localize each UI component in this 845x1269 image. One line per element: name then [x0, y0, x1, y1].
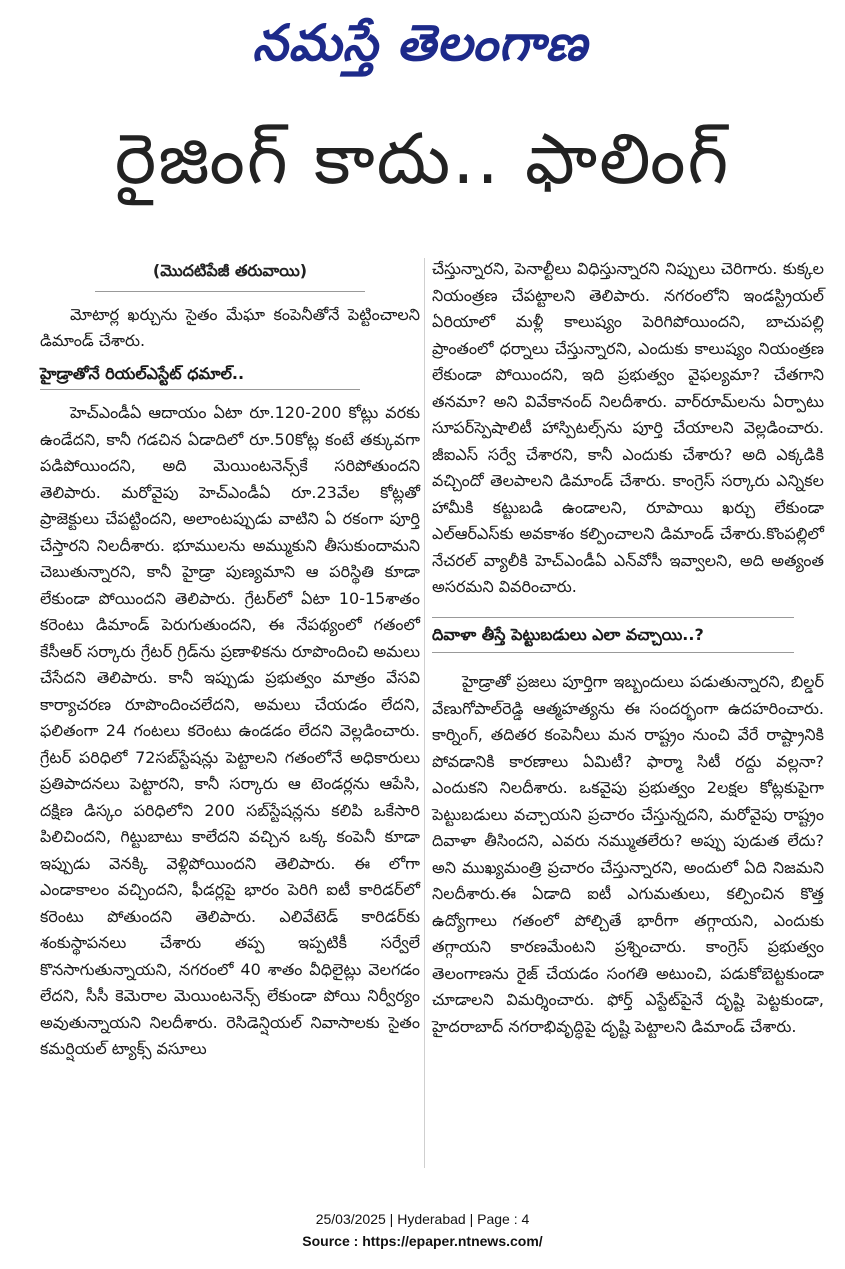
footer-source-link[interactable]: Source : https://epaper.ntnews.com/	[302, 1233, 543, 1249]
headline: రైజింగ్ కాదు.. ఫాలింగ్	[114, 118, 731, 200]
right-body-paragraph-2: హైడ్రాతో ప్రజలు పూర్తిగా ఇబ్బందులు పడుతున్నారని, బిల్డర్ వేణుగోపాల్‌రెడ్డి ఆత్మహత్యను ఈ సందర్భంగా ఉదహరించారు. కార్నింగ్, తదితర కంపెనీలు మన రాష్ట్రం నుంచి వేరే రాష్ట్రానికి పోవడానికి కారణాలు ఏమిటీ? ఫార్మా సిటీ రద్దు వల్లనా? ఎందుకని నిలదీశారు. ఒకవైపు ప్రభుత్వం 2లక్షల కోట్లకుపైగా పెట్టుబడులు వచ్చాయని ప్రచారం చేస్తున్నదని, మరోవైపు రాష్ట్రం దివాళా తీసిందని, ఎవరు నమ్ముతలేరు? అప్పు పుడుత లేదు? అని ముఖ్యమంత్రి ప్రచారం చేస్తున్నారని, అందులో ఏది నిజమని నిలదీశారు.ఈ ఏడాది ఐటీ ఎగుమతులు, కల్పించిన కొత్త ఉద్యోగాలు గతంలో పోల్చితే భారీగా తగ్గాయని, ఎందుకు తగ్గాయని కారణమేంటని ప్రశ్నించారు. కాంగ్రెస్ ప్రభుత్వం తెలంగాణను రైజ్ చేయడం సంగతి అటుంచి, పడుకోబెట్టకుండా చూడాలని విమర్శించారు. ఫోర్త్ ఎస్టేట్‌పైనే దృష్టి పెట్టకుండా, హైదరాబాద్ నగరాభివృద్ధిపై దృష్టి పెట్టాలని డిమాండ్ చేశారు.	[432, 672, 824, 1036]
newspaper-logo: నమస్తే తెలంగాణ	[252, 14, 588, 72]
intro-paragraph: మోటార్ల ఖర్చును సైతం మేఘా కంపెనీతోనే పెట్టించాలని డిమాండ్ చేశారు.	[40, 304, 420, 350]
section-heading-right: దివాళా తీస్తే పెట్టుబడులు ఎలా వచ్చాయి..?	[432, 617, 794, 654]
continuation-label: (మొదటిపేజీ తరువాయి)	[95, 258, 365, 292]
right-column	[432, 256, 824, 1040]
right-body-paragraph-1: చేస్తున్నారని, పెనాల్టీలు విధిస్తున్నారని నిప్పులు చెరిగారు. కుక్కల నియంత్రణ చేపట్టాలని తెలిపారు. నగరంలోని ఇండస్ట్రియల్ ఏరియాలో మళ్లీ కాలుష్యం పెరిగిపోయిందని, బాచుపల్లి ప్రాంతంలో ధర్నాలు చేస్తున్నారని, ఎందుకు కాలుష్యం నియంత్రణ లేకుండా పోయిందని, ఇది ప్రభుత్వం వైఫల్యమా? చేతగాని తనమా? అని వివేకానంద్ నిలదీశారు. వార్‌రూమ్‌లను ఏర్పాటు సూపర్‌స్పెషాలిటీ హాస్పిటల్స్‌ను పూర్తి చేయాలని వెల్లడించారు. జీఐఎస్ సర్వే చేశారని, కానీ ఎందుకు చేశారు? అది ఎక్కడికి వచ్చిందో తెలపాలని డిమాండ్ చేశారు. కాంగ్రెస్ సర్కారు ఎన్నికల హామీకి కట్టుబడి ఉండాలని, రూపాయి ఖర్చు లేకుండా ఎల్ఆర్ఎస్‌కు అవకాశం కల్పించాలని డిమాండ్ చేశారు.కొంపల్లిలో నేచరల్ వ్యాలీకి హెచ్ఎండీఏ ఎన్‌వోసీ ఇవ్వాలని, అది అత్యంత అసరమని వివరించారు.	[432, 259, 824, 596]
left-body-paragraph: హెచ్ఎండీఏ ఆదాయం ఏటా రూ.120-200 కోట్లు వరకు ఉండేదని, కానీ గడచిన ఏడాదిలో రూ.50కోట్ల కంటే తక్కువగా పడిపోయిందని, అది మెయింటనెన్స్‌కే సరిపోతుందని తెలిపారు. మరోవైపు హెచ్ఎండీఏ రూ.23వేల కోట్లతో ప్రాజెక్టులు చేపట్టిందని, అలాంటప్పుడు వాటిని ఏ రకంగా పూర్తి చేస్తారని నిలదీశారు. భూములను అమ్ముకుని తీసుకుందామని చెబుతున్నారని, కానీ హైడ్రా పుణ్యమాని ఆ పరిస్థితి కూడా లేకుండా పోయిందని తెలిపారు. గ్రేటర్‌లో ఏటా 10-15శాతం కరెంటు డిమాండ్ పెరుగుతుందని, ఈ నేపథ్యంలో గతంలో కేసీఆర్ సర్కారు గ్రేటర్ గ్రిడ్‌ను ప్రణాళికను రూపొందించి అమలు చేసేదని తెలిపారు. కానీ ఇప్పుడు ప్రభుత్వం మాత్రం వేసవి కార్యాచరణ రూపొందించలేదని, అమలు చేయడం లేదని, ఫలితంగా 24 గంటలు కరెంటు ఉండడం లేదని వెల్లడించారు. గ్రేటర్ పరిధిలో 72సబ్‌స్టేషన్లు పెట్టాలని గతంలోనే అధికారులు ప్రతిపాదనలు పెట్టారని, కానీ సర్కారు ఆ టెండర్లను ఆపేసి, దక్షిణ డిస్కం పరిధిలోని 200 సబ్‌స్టేషన్లను కలిపి ఒకేసారి పిలిచిందని, గిట్టుబాటు కాలేదని వచ్చిన ఒక్క కంపెనీ కూడా ఇప్పుడు వెనక్కి వెళ్లిపోయిందని తెలిపారు. ఈ లోగా ఎండాకాలం వచ్చిందని, ఫీడర్లపై భారం పెరిగి ఐటీ కారిడర్‌లో కరెంటు పోతుందని తెలిపారు. ఎలివేటెడ్ కారిడర్‌కు శంకుస్థాపనలు చేశారు తప్ప ఇప్పటికీ సర్వేలే కొనసాగుతున్నాయని, నగరంలో 40 శాతం వీధిలైట్లు వెలగడం లేదని, సీసీ కెమెరాల మెయింటనెన్స్ లేకుండా పోయి నిర్వీర్యం అవుతున్నాయని నిలదీశారు. రెసిడెన్షియల్ నివాసాలకు సైతం కమర్షియల్ ట్యాక్స్ వసూలు	[40, 403, 420, 1058]
footer-date-line: 25/03/2025 | Hyderabad | Page : 4	[315, 1211, 530, 1227]
masthead	[0, 0, 845, 90]
left-column	[40, 258, 420, 1063]
column-divider	[424, 258, 425, 1168]
footer	[0, 1208, 845, 1252]
section-heading-left: హైడ్రాతోనే రియల్ఎస్టేట్ ధమాల్..	[40, 361, 360, 391]
